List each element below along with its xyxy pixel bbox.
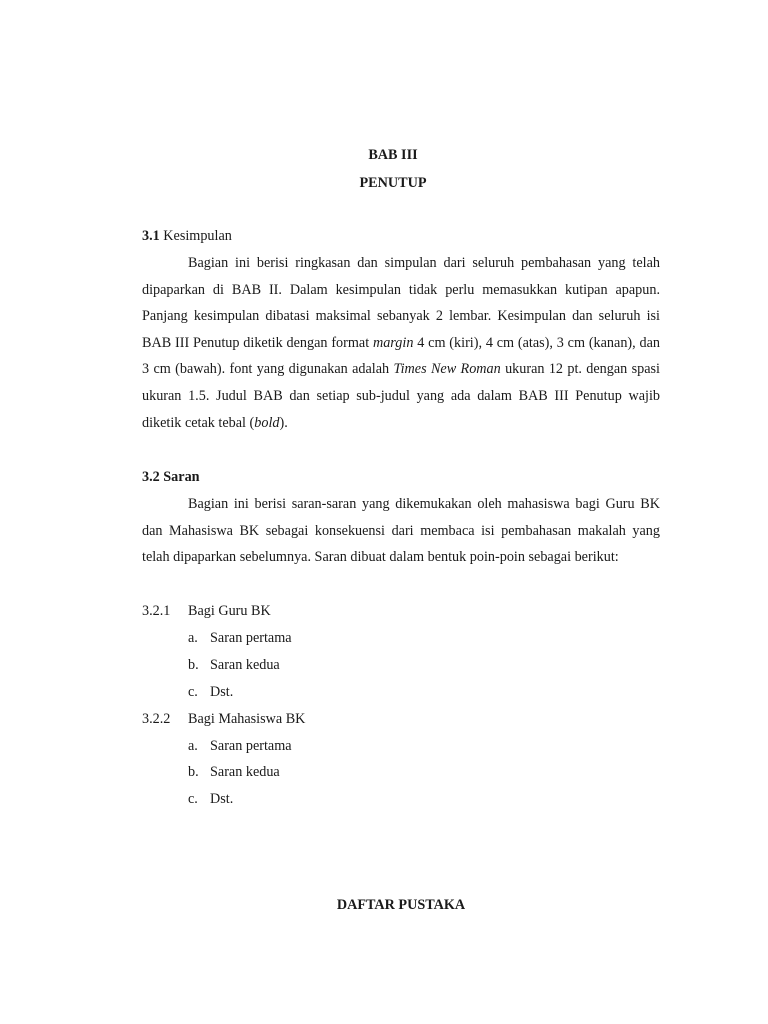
list-item (188, 791, 233, 808)
paragraph-text: ukuran 12 pt. dengan spasi ukuran 1.5. Judul BAB dan setiap sub-judul yang ada dalam BAB III Penutup wajib diketik cetak tebal ( (142, 361, 660, 431)
list-text: Saran kedua (210, 764, 280, 780)
paragraph-text: Bagian ini berisi ringkasan dan simpulan dari seluruh pembahasan yang telah dipaparkan di BAB II. Dalam kesimpulan tidak perlu memasukkan kutipan apapun. Panjang kesimpulan dibatasi maksimal sebanyak 2 lembar. Kesimpulan dan seluruh isi BAB III Penutup diketik dengan format (142, 255, 660, 351)
section-heading-kesimpulan (142, 228, 232, 245)
chapter-title: PENUTUP (359, 175, 427, 191)
subsection-title: Bagi Guru BK (188, 603, 271, 619)
list-marker: b. (188, 657, 199, 673)
subsection-title: Bagi Mahasiswa BK (188, 711, 306, 727)
list-text: Saran kedua (210, 657, 280, 673)
list-text: Dst. (210, 791, 234, 807)
list-item (188, 630, 292, 647)
list-item (188, 684, 233, 701)
list-item (188, 738, 292, 755)
kesimpulan-paragraph (142, 250, 660, 436)
subsection-heading (142, 603, 271, 620)
next-chapter-title: DAFTAR PUSTAKA (336, 897, 466, 913)
list-text: Saran pertama (210, 738, 292, 754)
paragraph-text: Bagian ini berisi saran-saran yang dikemukakan oleh mahasiswa bagi Guru BK dan Mahasiswa BK sebagai konsekuensi dari membaca isi pembahasan makalah yang telah dipaparkan sebelumnya. Saran dibuat dalam bentuk poin-poin sebagai berikut: (142, 496, 660, 566)
list-marker: a. (188, 738, 198, 754)
subsection-number: 3.2.2 (142, 711, 171, 727)
chapter-number: BAB III (368, 147, 418, 163)
section-title: Kesimpulan (163, 228, 232, 244)
italic-term: margin (372, 334, 414, 351)
italic-term: Times New Roman (393, 361, 501, 378)
italic-term: bold (254, 414, 280, 431)
list-marker: c. (188, 791, 198, 807)
list-item (188, 764, 280, 781)
list-marker: c. (188, 684, 198, 700)
list-text: Dst. (210, 684, 234, 700)
paragraph-text: 4 cm (kiri), 4 cm (atas), 3 cm (kanan), dan 3 cm (bawah). font yang digunakan adalah (142, 334, 660, 378)
subsection-heading (142, 711, 305, 728)
subsection-number: 3.2.1 (142, 603, 171, 619)
section-title: 3.2 Saran (142, 469, 200, 485)
list-text: Saran pertama (210, 630, 292, 646)
list-item (188, 657, 280, 674)
saran-paragraph (142, 491, 660, 571)
section-number: 3.1 (142, 228, 160, 244)
list-marker: a. (188, 630, 198, 646)
list-marker: b. (188, 764, 199, 780)
paragraph-text: ). (279, 414, 288, 431)
section-heading-saran (142, 469, 200, 486)
